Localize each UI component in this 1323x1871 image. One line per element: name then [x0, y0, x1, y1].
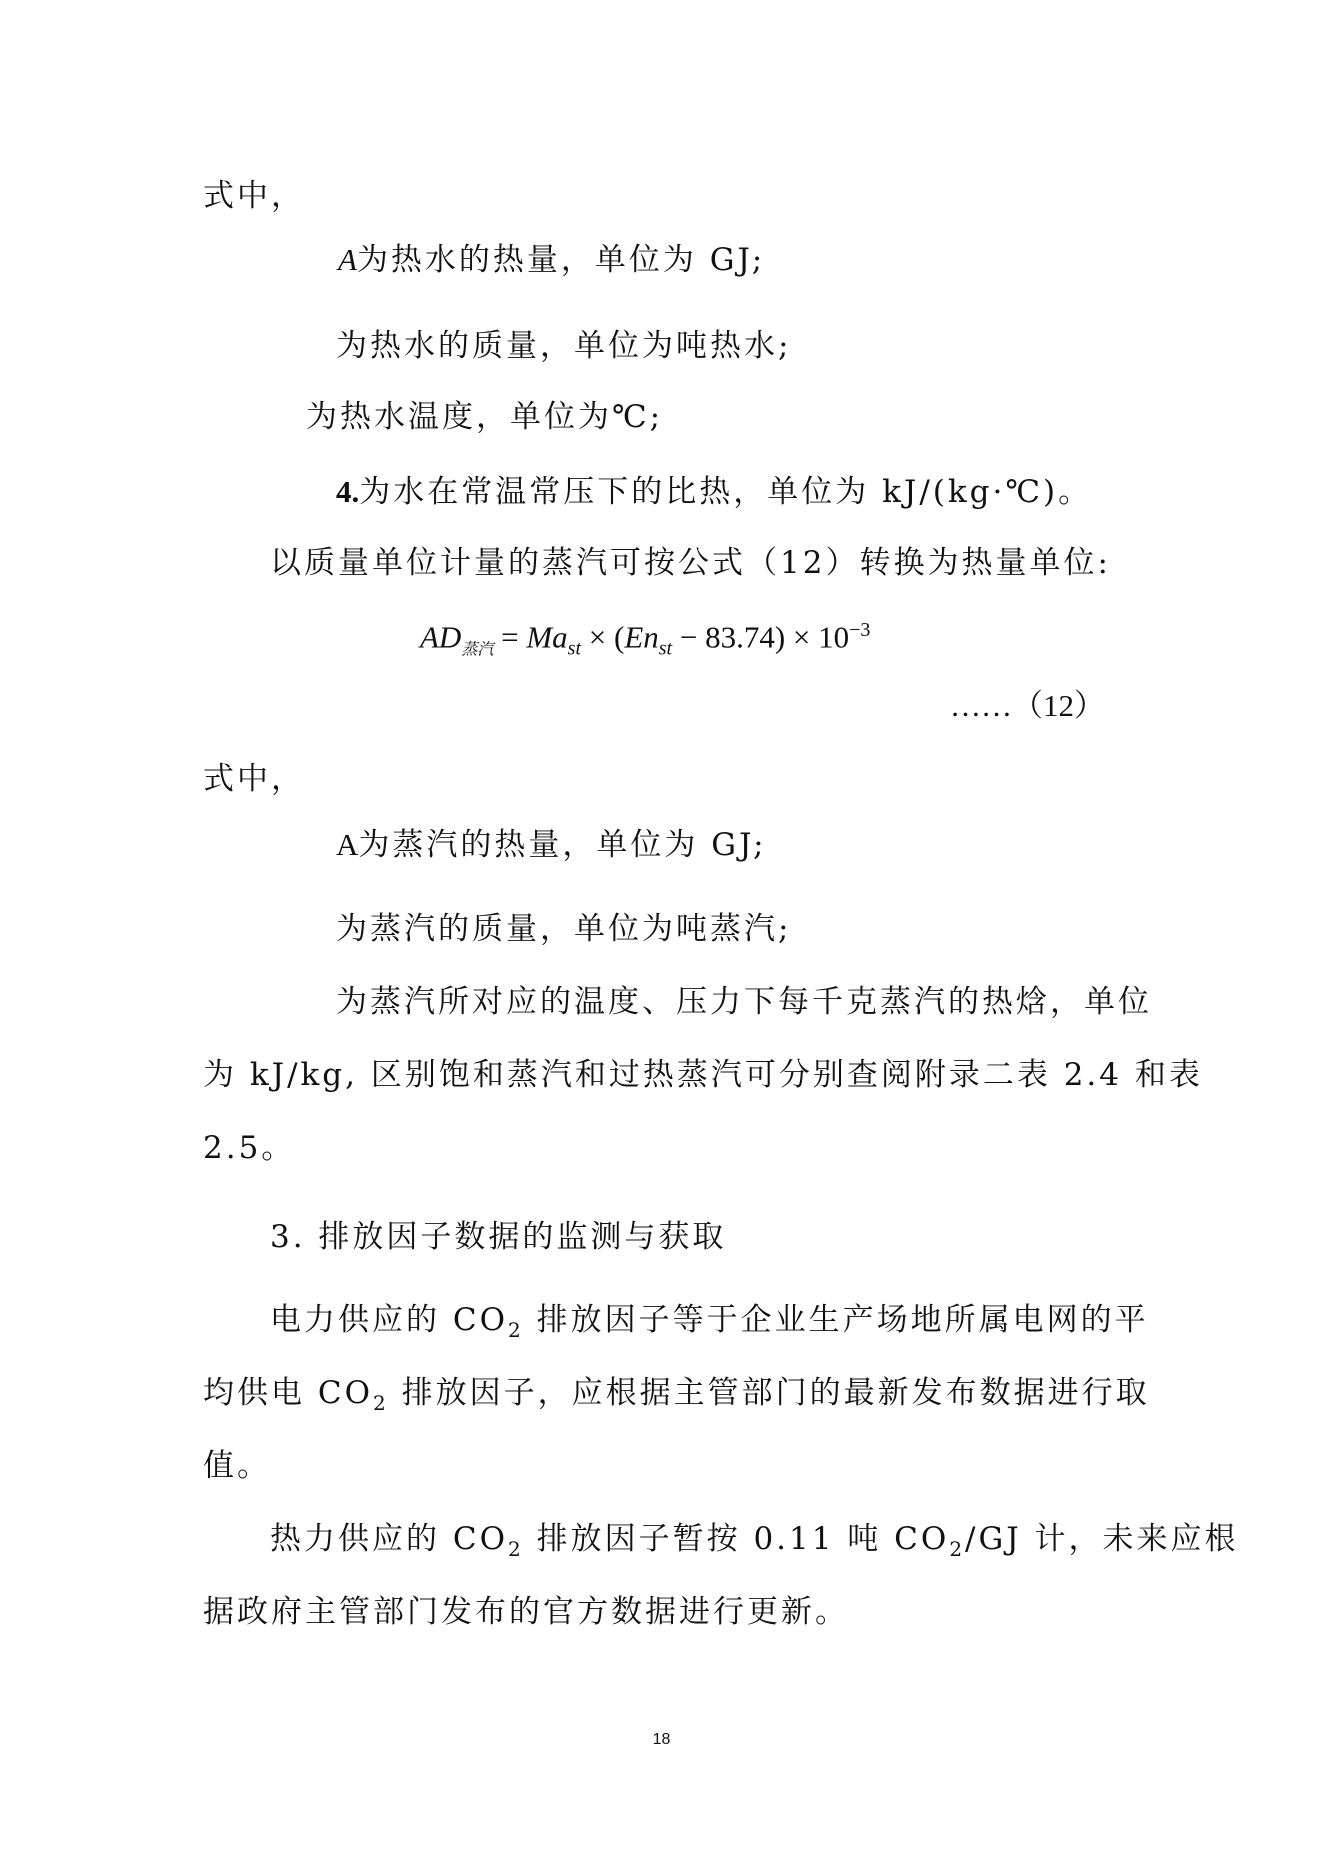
text-line [336, 825, 767, 865]
text-line: 为蒸汽的质量，单位为吨蒸汽; [336, 911, 792, 947]
formula-enthalpy-subscript: st [658, 637, 673, 660]
text-line [270, 1300, 1149, 1350]
subscript: 2 [508, 1537, 524, 1562]
formula-mass-subscript: st [567, 637, 581, 660]
text-line: 值。 [203, 1448, 271, 1484]
subscript: 2 [373, 1391, 389, 1416]
text-line: 以质量单位计量的蒸汽可按公式（12）转换为热量单位: [270, 545, 1111, 581]
text-line: 为 kJ/kg, 区别饱和蒸汽和过热蒸汽可分别查阅附录二表 2.4 和表 [203, 1057, 1203, 1093]
line-text: 排放因子暂按 0.11 吨 CO [523, 1521, 950, 1557]
line-text: 为蒸汽的热量，单位为 GJ; [358, 827, 767, 863]
line-text: 为热水的热量，单位为 GJ; [356, 242, 766, 278]
variable-symbol: A [338, 242, 357, 277]
equation-number: ……（12） [950, 688, 1105, 723]
formula-times: × ( [581, 619, 625, 655]
subscript: 2 [949, 1537, 966, 1562]
section-heading: 3. 排放因子数据的监测与获取 [270, 1219, 727, 1255]
variable-symbol: A [336, 827, 359, 862]
text-line: 为热水的质量，单位为吨热水; [336, 328, 792, 364]
text-line [270, 1519, 1239, 1569]
line-text: 热力供应的 CO [270, 1521, 508, 1557]
text-line: 式中， [203, 761, 305, 797]
text-line: 式中， [203, 178, 305, 214]
text-line [336, 472, 1092, 512]
page-number: 18 [652, 1731, 671, 1748]
text-line: 为热水温度，单位为℃; [306, 399, 664, 435]
steam-heat-formula [420, 608, 870, 673]
formula-lhs-subscript: 蒸汽 [461, 641, 494, 659]
formula-equals: = [493, 619, 527, 655]
text-line: 2.5。 [203, 1130, 296, 1166]
formula-tail: − 83.74) × 10 [672, 619, 850, 655]
text-line [338, 240, 765, 280]
text-line [203, 1373, 1150, 1423]
line-text: 均供电 CO [203, 1375, 373, 1411]
line-text: 电力供应的 CO [270, 1302, 508, 1338]
line-text: /GJ 计，未来应根 [965, 1521, 1239, 1557]
formula-exponent: −3 [849, 619, 871, 641]
formula-lhs: AD [420, 619, 462, 655]
line-text: 排放因子，应根据主管部门的最新发布数据进行取 [388, 1375, 1150, 1411]
text-line: 据政府主管部门发布的官方数据进行更新。 [203, 1594, 849, 1630]
formula-mass: Ma [526, 619, 568, 655]
text-line: 为蒸汽所对应的温度、压力下每千克蒸汽的热焓，单位 [336, 984, 1152, 1020]
subscript: 2 [508, 1318, 524, 1343]
line-text: 为水在常温常压下的比热，单位为 kJ/(kg·℃)。 [359, 474, 1093, 510]
formula-enthalpy: En [624, 619, 659, 655]
line-text: 排放因子等于企业生产场地所属电网的平 [523, 1302, 1149, 1338]
variable-symbol: 4. [336, 474, 360, 509]
